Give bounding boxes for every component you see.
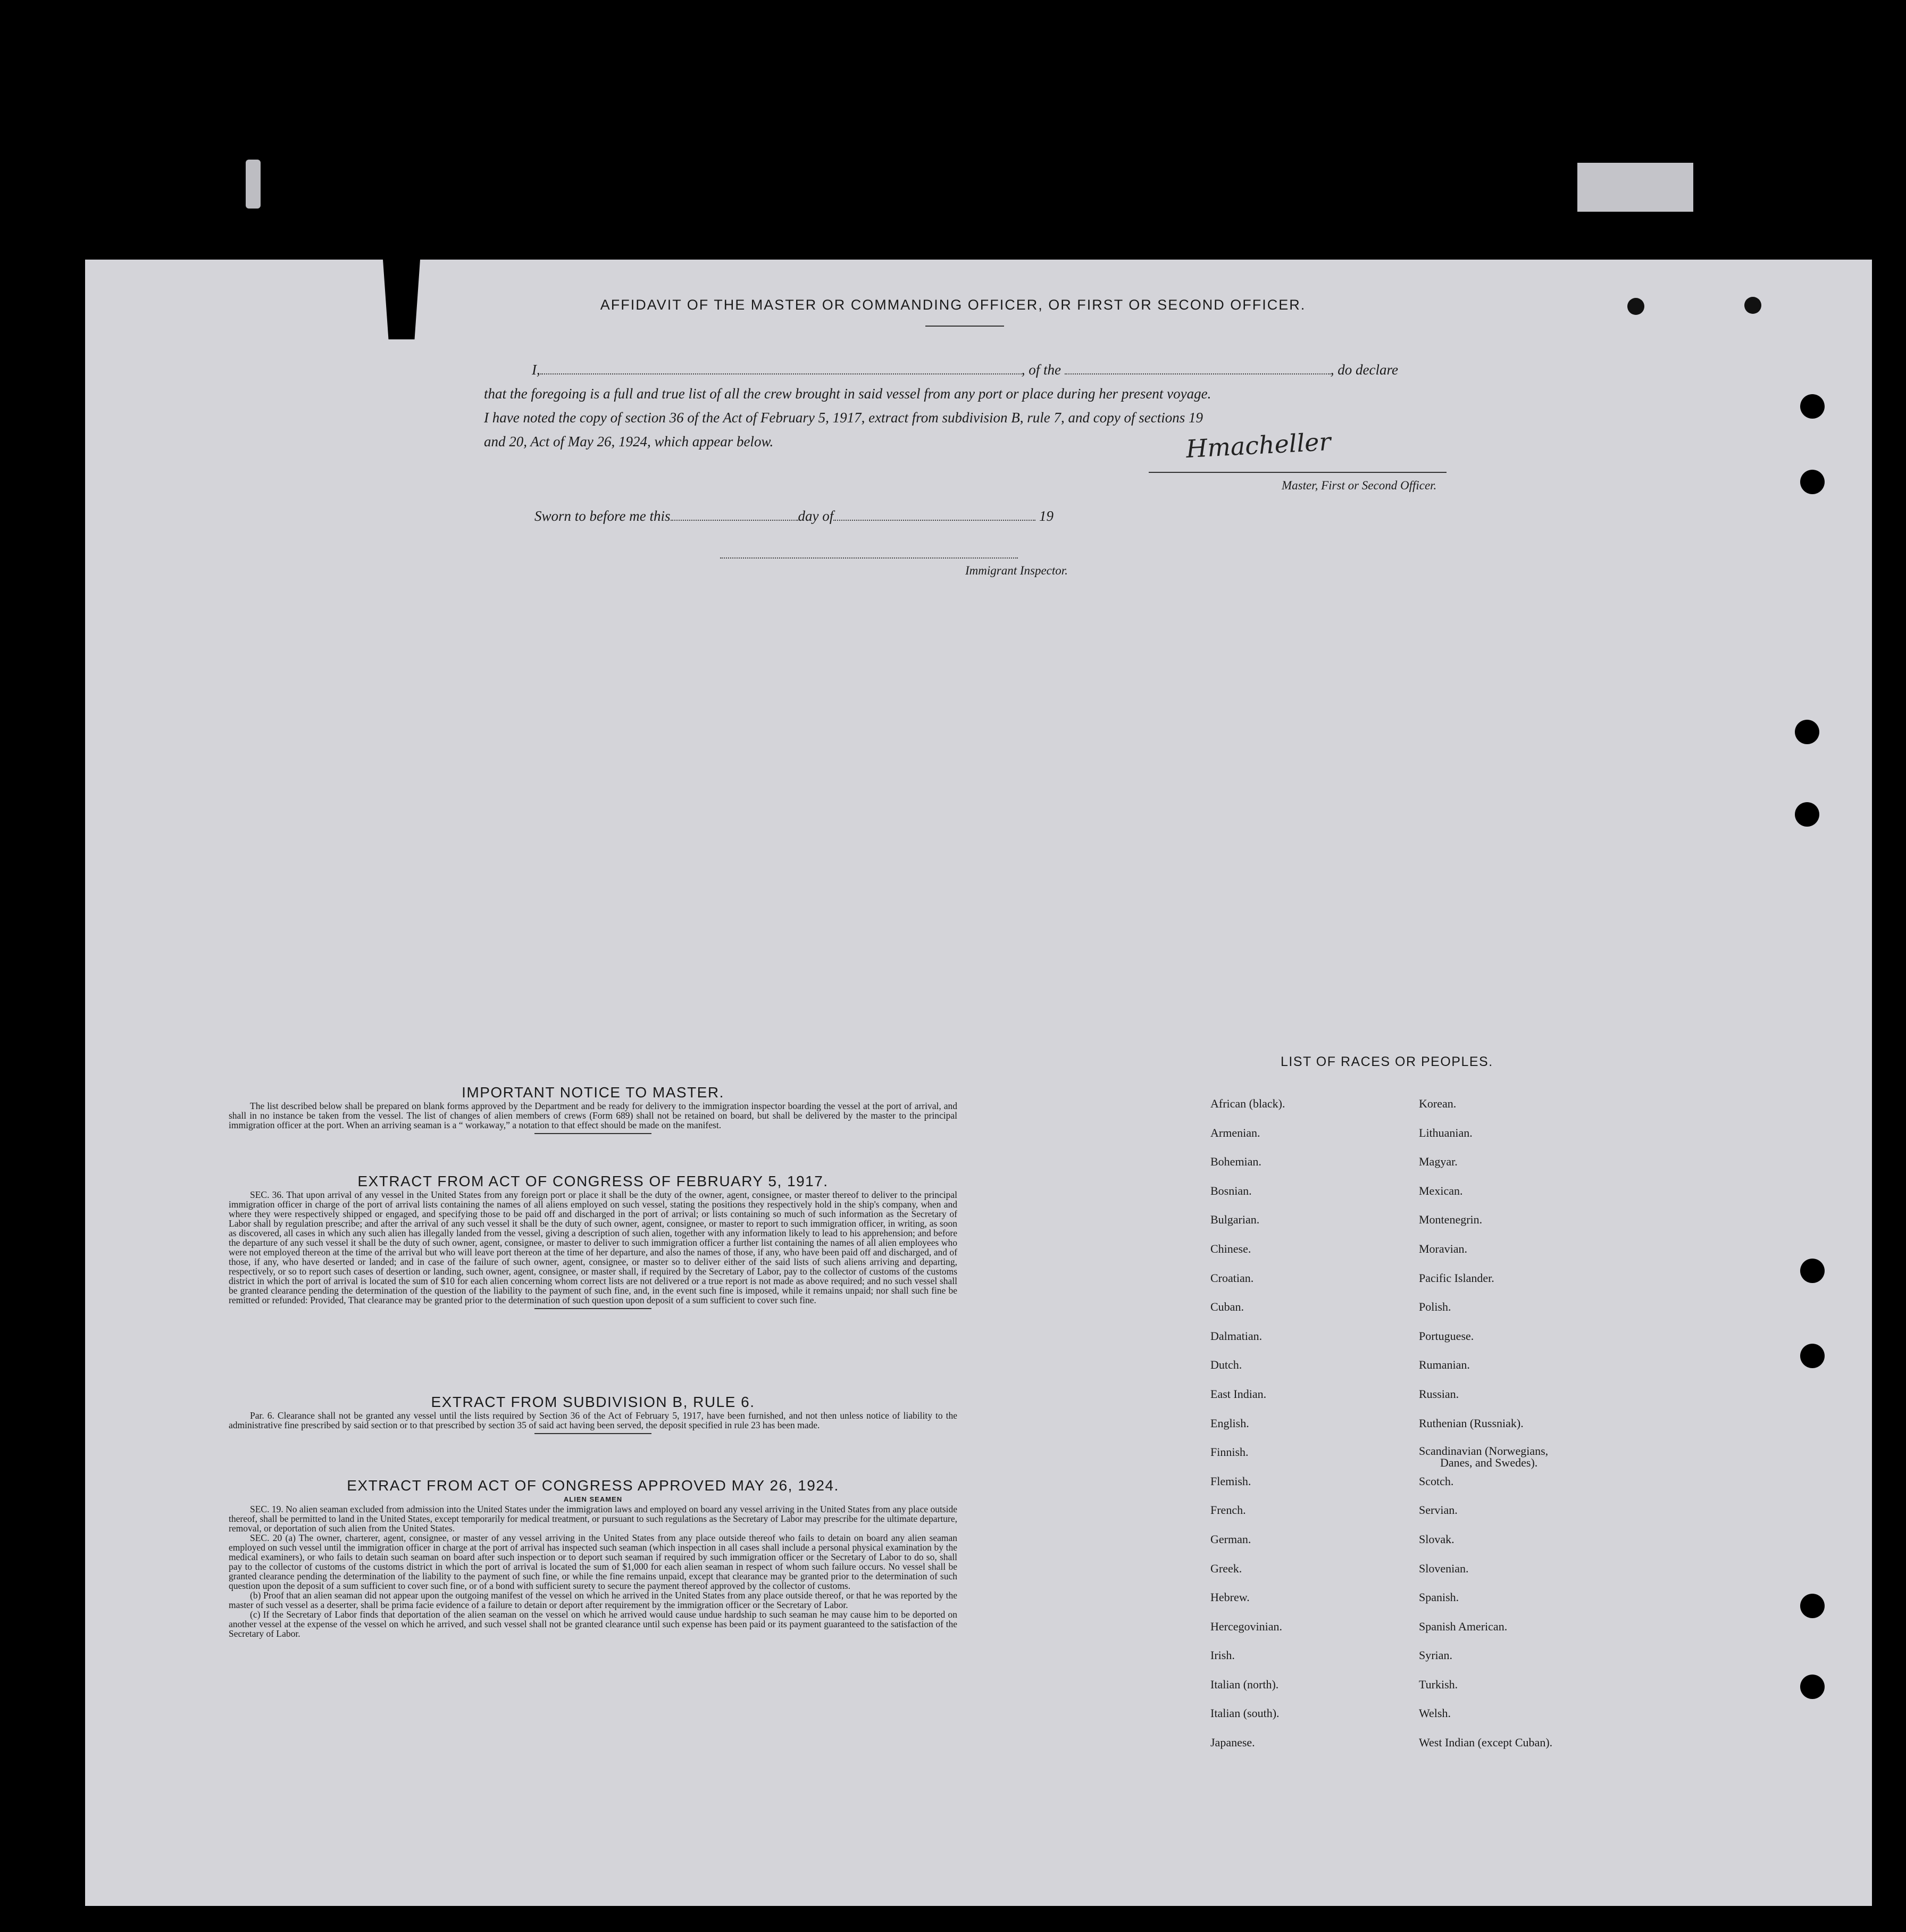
sworn-line: Sworn to before me this day of 19 xyxy=(534,508,1054,524)
notice-body: The list described below shall be prepared on blank forms approved by the Department and be ready for delivery to the immigration inspector boarding the vessel at the port of arrival, and shall in no instance be taken from the vessel. The list of changes of alien members of crews (Form 689) shall not be retained on board, but shall be delivered by the master to the principal immigration officer at the port. When an arriving seaman is a “ workaway,” a notation to that effect should be made on the manifest. xyxy=(229,1101,957,1130)
divider xyxy=(534,1308,651,1309)
races-right-column xyxy=(1419,1097,1552,1765)
master-signature: Hmacheller xyxy=(1185,427,1332,464)
punch-hole xyxy=(1800,1675,1825,1699)
race-item: Bohemian. xyxy=(1210,1155,1261,1169)
extract-rule-6-body: Par. 6. Clearance shall not be granted any vessel until the lists required by Section 36 of the Act of February 5, 1917, have been furnished, and not then unless notice of liability to the administrative fine prescribed by said section or to that prescribed by section 35 of said act having been served, the deposit specified in rule 23 has been made. xyxy=(229,1410,957,1430)
race-item: Polish. xyxy=(1419,1300,1451,1314)
race-item: Russian. xyxy=(1419,1387,1459,1401)
affidavit-line-1: I, , of the , do declare xyxy=(532,362,1398,378)
signature-line xyxy=(1149,472,1447,473)
extract-1924-sec20a: SEC. 20 (a) The owner, charterer, agent, consignee, or master of any vessel arriving in the United States from any place outside thereof who fails to detain on board any alien seaman employed on such vessel until the immigration officer in charge at the port of arrival has inspected such seaman (which inspection in all cases shall include a personal physical examination by the medical examiners), or who fails to detain such seaman on board after such inspection or to deport such seaman if required by such immigration officer or the Secretary of Labor to do so, shall pay to the collector of customs of the customs district in which the port of arrival is located the sum of $1,000 for each alien seaman in respect of whom such failure occurs. No vessel shall be granted clearance pending the determination of the liability to the payment of such fine, or while the fine remains unpaid, except that clearance may be granted prior to the determination of such question upon the deposit of a sum sufficient to cover such fine, or of a bond with sufficient surety to secure the payment thereof approved by the collector of customs. xyxy=(229,1533,957,1591)
race-item: Irish. xyxy=(1210,1648,1235,1662)
race-item: Italian (south). xyxy=(1210,1706,1280,1720)
extract-1924-sec19: SEC. 19. No alien seaman excluded from admission into the United States under the immigration laws and employed on board any vessel arriving in the United States from any place outside thereof, shall be permitted to land in the United States, except temporarily for medical treatment, or pursuant to such regulations as the Secretary of Labor may prescribe for the ultimate departure, removal, or deportation of such alien from the United States. xyxy=(229,1504,957,1534)
race-item: Lithuanian. xyxy=(1419,1126,1473,1139)
manifest-page xyxy=(85,260,1872,1906)
race-item: Greek. xyxy=(1210,1561,1242,1575)
affidavit-title: AFFIDAVIT OF THE MASTER OR COMMANDING OFFICER, OR FIRST OR SECOND OFFICER. xyxy=(600,297,1306,313)
races-left-column xyxy=(1210,1097,1285,1765)
race-item: Magyar. xyxy=(1419,1155,1458,1169)
punch-hole xyxy=(1795,720,1819,744)
affidavit-line-4: and 20, Act of May 26, 1924, which appear below. xyxy=(484,434,774,449)
race-item: Bulgarian. xyxy=(1210,1213,1260,1227)
race-item: Spanish American. xyxy=(1419,1619,1508,1633)
race-item: Finnish. xyxy=(1210,1445,1249,1459)
punch-hole xyxy=(1800,1344,1825,1368)
race-item: Cuban. xyxy=(1210,1300,1244,1314)
race-item: West Indian (except Cuban). xyxy=(1419,1736,1553,1750)
race-item: Servian. xyxy=(1419,1503,1458,1517)
punch-hole xyxy=(1800,1259,1825,1283)
race-item: French. xyxy=(1210,1503,1246,1517)
race-item: Mexican. xyxy=(1419,1184,1463,1197)
race-item: Korean. xyxy=(1419,1097,1457,1110)
race-item: Ruthenian (Russniak). xyxy=(1419,1416,1524,1430)
race-item: Moravian. xyxy=(1419,1242,1468,1255)
extract-1924 xyxy=(229,1477,957,1638)
race-item: Scotch. xyxy=(1419,1474,1454,1488)
race-item: Italian (north). xyxy=(1210,1677,1279,1691)
race-item: Pacific Islander. xyxy=(1419,1271,1494,1285)
signature-label: Master, First or Second Officer. xyxy=(1282,479,1437,492)
important-notice xyxy=(229,1084,957,1134)
race-item: Spanish. xyxy=(1419,1590,1459,1604)
race-item: Slovak. xyxy=(1419,1532,1454,1546)
race-item: Syrian. xyxy=(1419,1648,1452,1662)
affidavit-line-3: I have noted the copy of section 36 of the Act of February 5, 1917, extract from subdivision B, rule 7, and copy of sections 19 xyxy=(484,410,1203,426)
race-item: Turkish. xyxy=(1419,1677,1458,1691)
race-item: African (black). xyxy=(1210,1097,1285,1110)
race-item: Rumanian. xyxy=(1419,1358,1470,1372)
extract-1917-body: SEC. 36. That upon arrival of any vessel in the United States from any foreign port or place it shall be the duty of the owner, agent, consignee, or master thereof to deliver to the principal immigration officer in charge of the port of arrival lists containing the names of all aliens employed on such vessel, stating the positions they respectively hold in the ship's company, when and where they were respectively shipped or engaged, and specifying those to be paid off and discharged in the port of arrival; or lists containing so much of such information as the Secretary of Labor shall by regulation prescribe; and after the arrival of any such vessel it shall be the duty of such owner, agent, consignee, or master to report to such immigration officer, in writing, as soon as discovered, all cases in which any such alien has illegally landed from the vessel, giving a description of such alien, together with any information likely to lead to his apprehension; and before the departure of any such vessel it shall be the duty of such owner, agent, consignee, or master to deliver to such immigration officer a further list containing the names of all alien employees who were not employed thereon at the time of the arrival but who will leave port thereon at the time of her departure, and also the names of those, if any, who have been paid off and discharged, and of those, if any, who have deserted or landed; and in case of the failure of such owner, agent, consignee, or master so to deliver either of the said lists of such aliens arriving and departing, respectively, or so to report such cases of desertion or landing, such owner, agent, consignee, or master shall, if required by the Secretary of Labor, pay to the collector of customs of the customs district in which the port of arrival is located the sum of $10 for each alien concerning whom correct lists are not delivered or a true report is not made as above required; and no such vessel shall be granted clearance pending the determination of the question of the liability to the payment of such fine, and, in the event such fine is imposed, while it remains unpaid; nor shall such fine be remitted or refunded: Provided, That clearance may be granted prior to the determination of such question upon deposit of a sum sufficient to cover such fine. xyxy=(229,1189,957,1305)
paper-scrap-right xyxy=(1577,163,1693,212)
race-item: English. xyxy=(1210,1416,1249,1430)
punch-hole xyxy=(1800,1594,1825,1618)
affidavit-line-2: that the foregoing is a full and true list of all the crew brought in said vessel from any port or place during her present voyage. xyxy=(484,386,1211,402)
extract-1924-sec20c: (c) If the Secretary of Labor finds that deportation of the alien seaman on the vessel on which he arrived would cause undue hardship to such seaman he may cause him to be deported on another vessel at the expense of the vessel on which he arrived, and such vessel shall not be granted clearance until such expense has been paid or its payment guaranteed to the satisfaction of the Secretary of Labor. xyxy=(229,1609,957,1639)
inspector-signature-line xyxy=(720,557,1018,559)
race-item: Scandinavian (Norwegians, Danes, and Swedes). xyxy=(1419,1444,1549,1470)
punch-hole xyxy=(1800,394,1825,419)
punch-hole xyxy=(1795,802,1819,827)
extract-rule-6-title: EXTRACT FROM SUBDIVISION B, RULE 6. xyxy=(431,1394,755,1410)
race-item: German. xyxy=(1210,1532,1251,1546)
race-item: Hercegovinian. xyxy=(1210,1619,1282,1633)
extract-1917 xyxy=(229,1173,957,1309)
extract-1924-subtitle: ALIEN SEAMEN xyxy=(563,1495,623,1503)
race-item: Dutch. xyxy=(1210,1358,1242,1372)
punch-hole xyxy=(1800,470,1825,494)
race-item: Chinese. xyxy=(1210,1242,1251,1255)
inspector-label: Immigrant Inspector. xyxy=(965,564,1068,577)
races-title: LIST OF RACES OR PEOPLES. xyxy=(1281,1054,1493,1069)
race-item: Armenian. xyxy=(1210,1126,1260,1139)
race-item: Portuguese. xyxy=(1419,1329,1474,1343)
divider xyxy=(534,1433,651,1434)
race-item: Hebrew. xyxy=(1210,1590,1250,1604)
divider xyxy=(925,326,1004,327)
paper-scrap-left xyxy=(246,160,261,209)
race-item: Flemish. xyxy=(1210,1474,1251,1488)
extract-1924-title: EXTRACT FROM ACT OF CONGRESS APPROVED MAY 26, 1924. xyxy=(347,1477,839,1494)
race-item: Montenegrin. xyxy=(1419,1213,1483,1227)
race-item: Japanese. xyxy=(1210,1736,1255,1750)
race-item: Bosnian. xyxy=(1210,1184,1252,1197)
extract-1917-title: EXTRACT FROM ACT OF CONGRESS OF FEBRUARY 5, 1917. xyxy=(357,1173,829,1189)
divider xyxy=(534,1133,651,1134)
race-item: Welsh. xyxy=(1419,1706,1451,1720)
extract-rule-6 xyxy=(229,1394,957,1434)
race-item: Slovenian. xyxy=(1419,1561,1469,1575)
race-item: Croatian. xyxy=(1210,1271,1254,1285)
race-item: Dalmatian. xyxy=(1210,1329,1263,1343)
notice-title: IMPORTANT NOTICE TO MASTER. xyxy=(462,1084,724,1101)
extract-1924-sec20b: (b) Proof that an alien seaman did not appear upon the outgoing manifest of the vessel on which he arrived in the United States from any place outside thereof, or that he was reported by the master of such vessel as a deserter, shall be prima facie evidence of a failure to detain or deport after requirement by the immigration officer or the Secretary of Labor. xyxy=(229,1590,957,1610)
race-item: East Indian. xyxy=(1210,1387,1267,1401)
